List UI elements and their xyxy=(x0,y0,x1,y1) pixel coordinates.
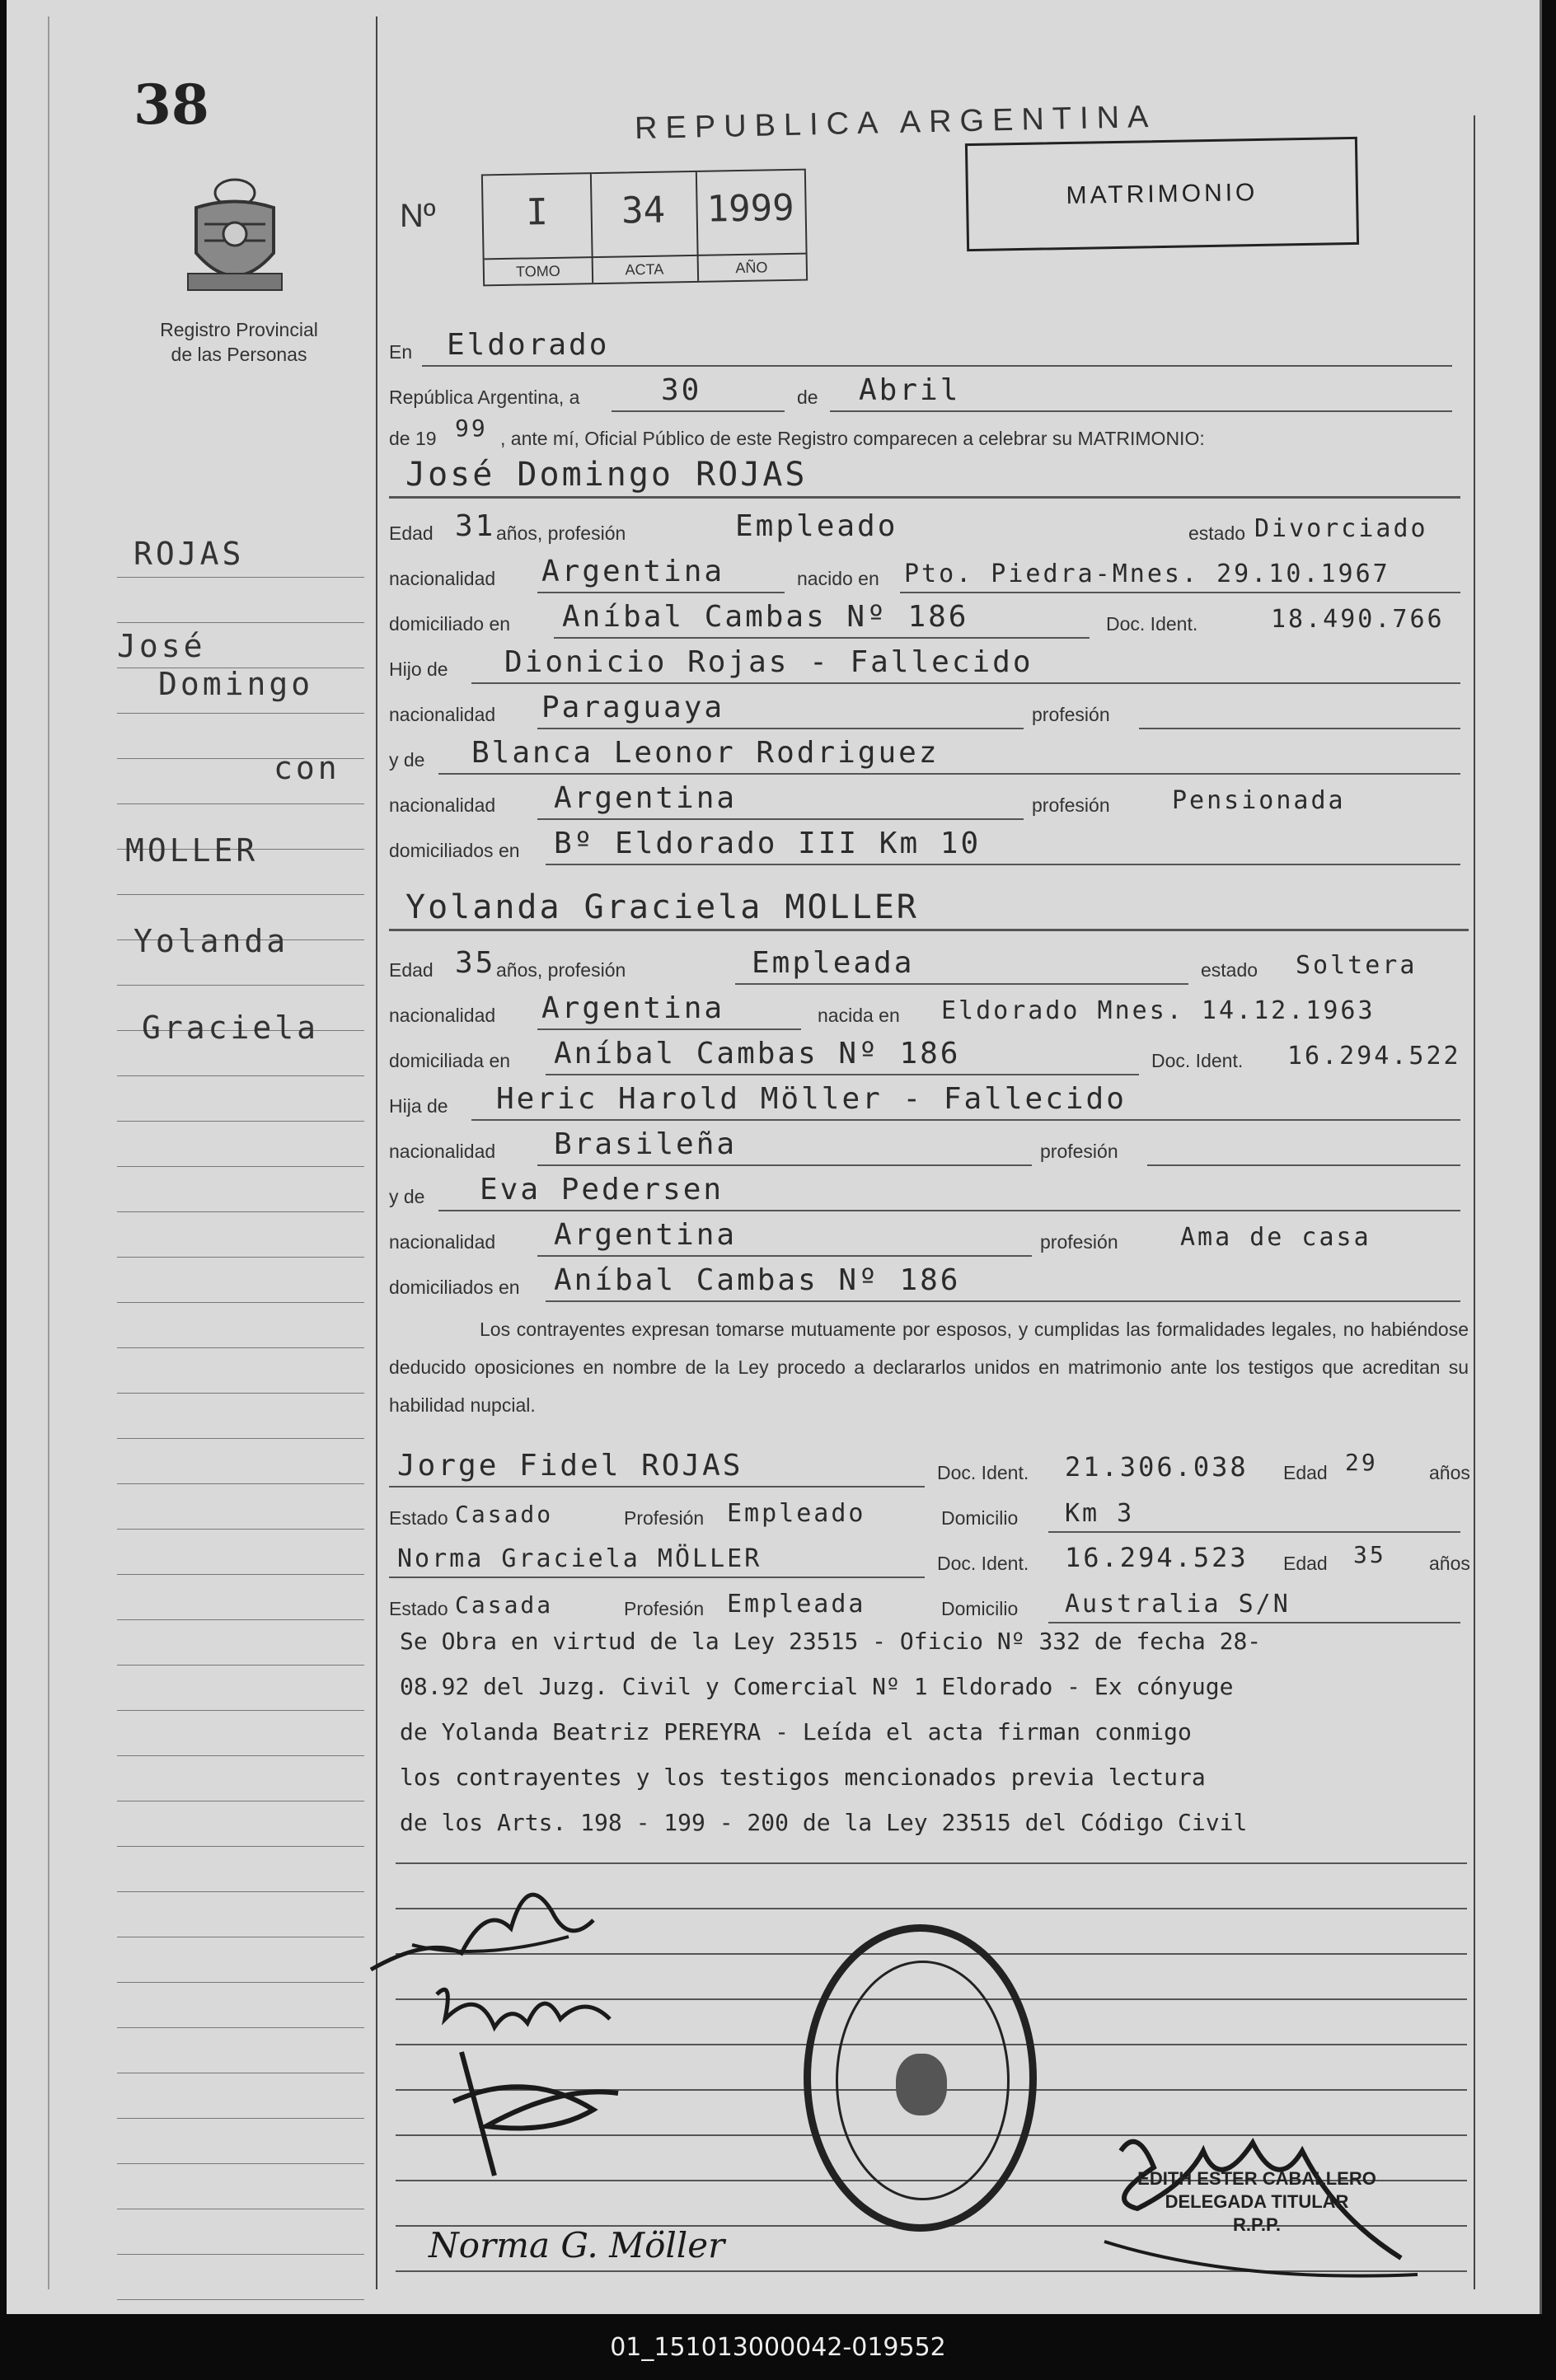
bride-name-row xyxy=(389,890,1460,931)
right-border xyxy=(1474,115,1475,2289)
margin-con: con xyxy=(274,750,340,786)
coat-of-arms-icon xyxy=(180,175,290,298)
witness-2-details-row: Estado Casada Profesión Empleada Domicilio Australia S/N xyxy=(389,1582,1460,1623)
groom-parents-domicile-row: domiciliados en Bº Eldorado III Km 10 xyxy=(389,824,1460,865)
witness-1-row: Jorge Fidel ROJAS Doc. Ident. 21.306.038 Edad 29 años xyxy=(389,1446,1460,1488)
bride-mother-nationality-row: nacionalidad Argentina profesión Ama de casa xyxy=(389,1216,1460,1257)
bride-mother-row: y de Eva Pedersen xyxy=(389,1170,1460,1211)
groom-nationality-row: nacionalidad Argentina nacido en Pto. Piedra-Mnes. 29.10.1967 xyxy=(389,552,1460,593)
record-number-box xyxy=(481,169,808,287)
bride-parents-domicile-row: domiciliados en Aníbal Cambas Nº 186 xyxy=(389,1261,1460,1302)
country-title: REPUBLICA ARGENTINA xyxy=(634,99,1157,147)
margin-bride-first: Yolanda xyxy=(134,923,289,959)
month-value: Abril xyxy=(859,373,961,407)
margin-surname: ROJAS xyxy=(134,536,245,572)
document-type: MATRIMONIO xyxy=(965,137,1359,251)
page-number: 38 xyxy=(134,73,209,137)
margin-middle-name: Domingo xyxy=(158,666,314,702)
note-line-3: de Yolanda Beatriz PEREYRA - Leída el acta firman conmigo xyxy=(400,1718,1192,1745)
groom-mother-row: y de Blanca Leonor Rodriguez xyxy=(389,733,1460,775)
place-value: Eldorado xyxy=(447,328,610,362)
acta-cell: 34 ACTA xyxy=(590,172,699,283)
number-label: Nº xyxy=(400,198,436,234)
tomo-cell: I TOMO xyxy=(483,174,593,284)
bride-nationality-row: nacionalidad Argentina nacida en Eldorado Mnes. 14.12.1963 xyxy=(389,989,1460,1030)
bride-father-row: Hija de Heric Harold Möller - Fallecido xyxy=(389,1080,1460,1121)
witness-1-details-row: Estado Casado Profesión Empleado Domicilio Km 3 xyxy=(389,1492,1460,1533)
clerk-seal: EDITH ESTER CABALLERO DELEGADA TITULAR R.P.P. xyxy=(1137,2168,1376,2235)
groom-mother-nationality-row: nacionalidad Argentina profesión Pensionada xyxy=(389,779,1460,820)
day-value: 30 xyxy=(661,373,702,407)
groom-name-row xyxy=(389,457,1460,499)
groom-father-nationality-row: nacionalidad Paraguaya profesión xyxy=(389,688,1460,729)
image-id: 01_151013000042-019552 xyxy=(610,2332,946,2362)
official-stamp xyxy=(804,1924,1037,2232)
date-row: República Argentina, a 30 de Abril xyxy=(389,371,1460,412)
note-line-5: de los Arts. 198 - 199 - 200 de la Ley 23515 del Código Civil xyxy=(400,1809,1248,1836)
ano-cell: 1999 AÑO xyxy=(696,171,806,281)
note-line-4: los contrayentes y los testigos mencionados previa lectura xyxy=(400,1764,1206,1791)
signature-norma: Norma G. Möller xyxy=(429,2225,725,2265)
declaration-text: Los contrayentes expresan tomarse mutuamente por esposos, y cumplidas las formalidades legales, no habiéndose deducido oposiciones en nombre de la Ley procedo a declararlos unidos en matrimonio ante los testigos que acreditan su habilidad nupcial. xyxy=(389,1319,1469,1416)
bride-age-row: Edad 35 años, profesión Empleada estado Soltera xyxy=(389,944,1460,985)
signature-1 xyxy=(363,1838,610,1986)
intro-row: de 19 99 , ante mí, Oficial Público de este Registro comparecen a celebrar su MATRIMONIO: xyxy=(389,415,1205,449)
signature-3 xyxy=(429,2036,643,2184)
note-line-2: 08.92 del Juzg. Civil y Comercial Nº 1 Eldorado - Ex cónyuge xyxy=(400,1673,1234,1700)
left-edge xyxy=(48,16,49,2289)
note-line-1: Se Obra en virtud de la Ley 23515 - Oficio Nº 332 de fecha 28- xyxy=(400,1628,1262,1655)
witness-2-row: Norma Graciela MÖLLER Doc. Ident. 16.294.523 Edad 35 años xyxy=(389,1537,1460,1578)
margin-bride-middle: Graciela xyxy=(142,1010,320,1046)
groom-name: José Domingo ROJAS xyxy=(405,456,808,494)
margin-first-name: José xyxy=(117,628,206,664)
registry-label: Registro Provincial de las Personas xyxy=(160,319,318,365)
groom-age-row: Edad 31 años, profesión Empleado estado Divorciado xyxy=(389,509,1428,544)
bride-father-nationality-row: nacionalidad Brasileña profesión xyxy=(389,1125,1460,1166)
place-row: En Eldorado xyxy=(389,326,1460,367)
bride-name: Yolanda Graciela MOLLER xyxy=(405,888,919,926)
groom-father-row: Hijo de Dionicio Rojas - Fallecido xyxy=(389,643,1460,684)
groom-domicile-row: domiciliado en Aníbal Cambas Nº 186 Doc. Ident. 18.490.766 xyxy=(389,597,1460,639)
bride-domicile-row: domiciliada en Aníbal Cambas Nº 186 Doc. Ident. 16.294.522 xyxy=(389,1034,1460,1075)
margin-bride-surname: MOLLER xyxy=(125,832,259,869)
